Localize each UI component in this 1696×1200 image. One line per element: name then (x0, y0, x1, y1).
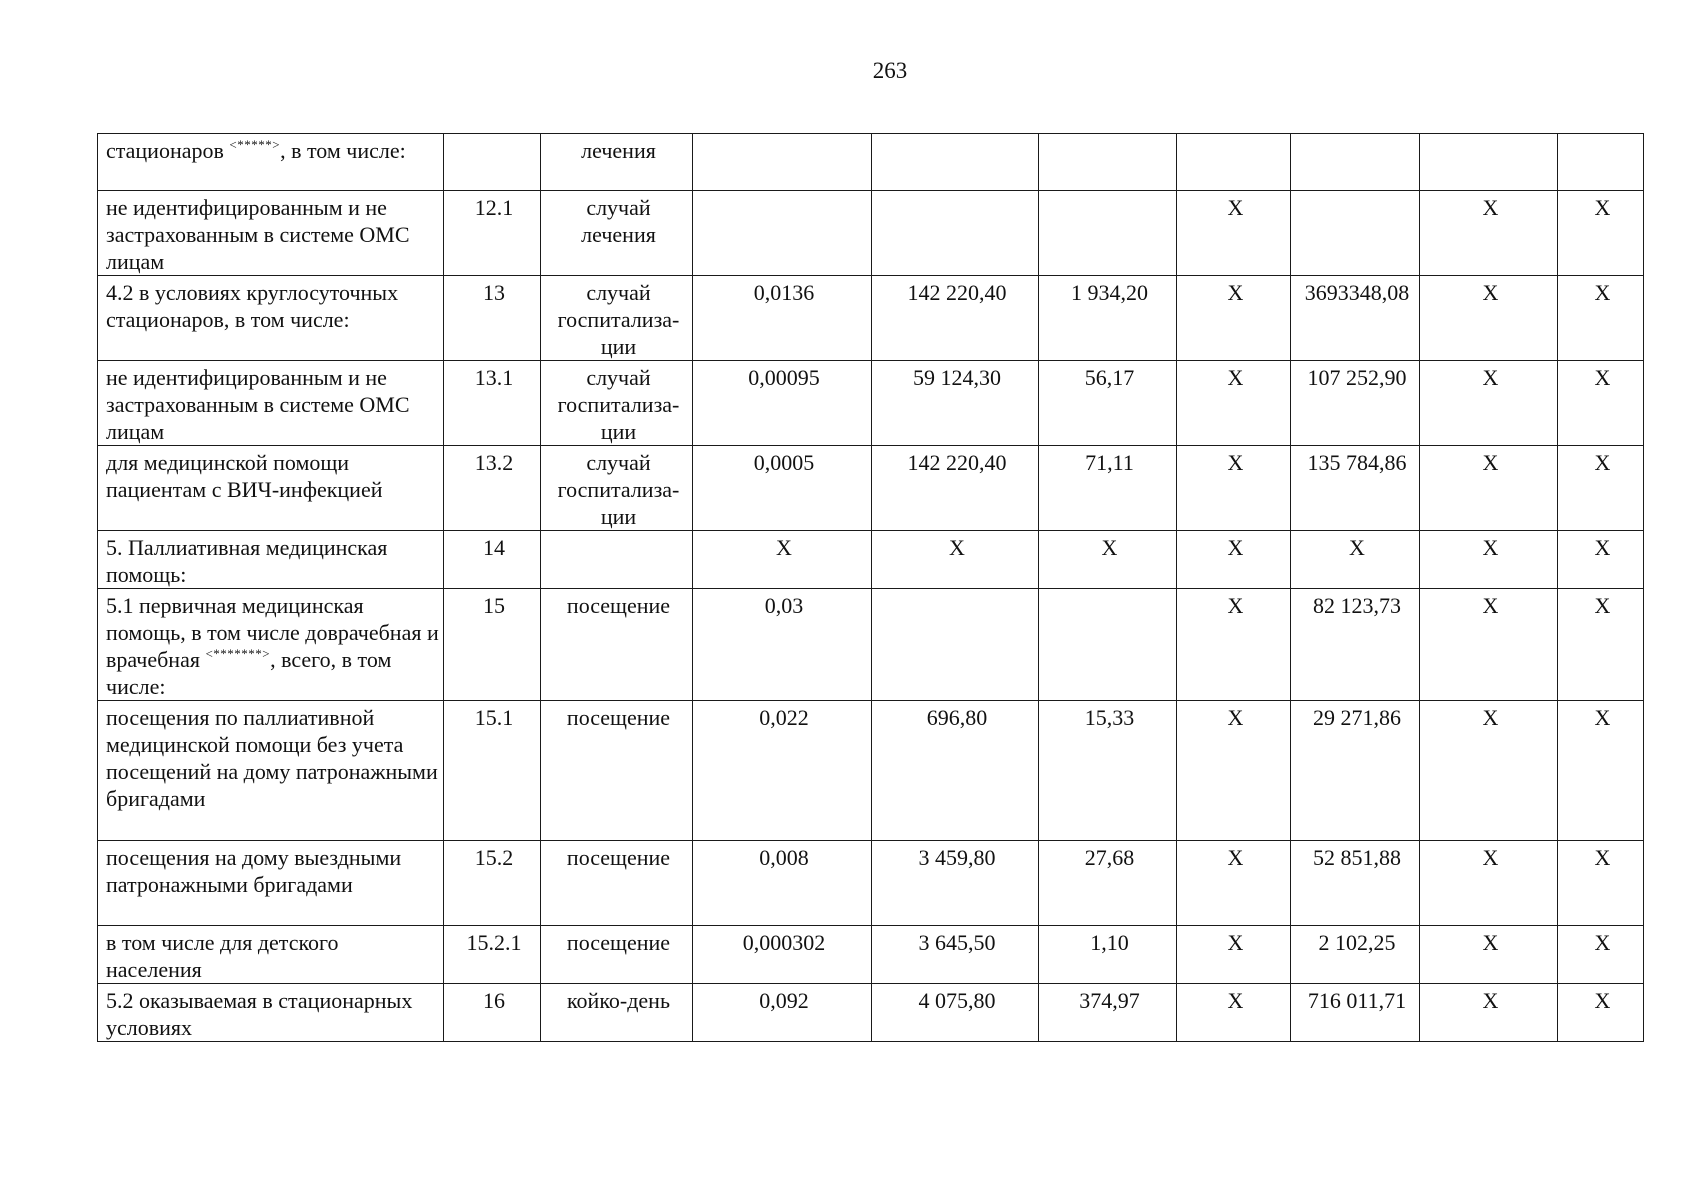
row-code-cell: 15 (444, 589, 541, 701)
row-code-cell (444, 134, 541, 191)
row-value-cell: 142 220,40 (872, 276, 1039, 361)
row-unit-cell: койко-день (541, 984, 693, 1042)
row-value-cell (693, 191, 872, 276)
row-code-cell: 15.2.1 (444, 926, 541, 984)
row-code-cell: 15.2 (444, 841, 541, 926)
row-value-cell: X (1177, 446, 1291, 531)
row-code-cell: 12.1 (444, 191, 541, 276)
footnote-mark: <*******> (205, 646, 271, 661)
row-unit-cell: посещение (541, 701, 693, 841)
row-value-cell: 1 934,20 (1039, 276, 1177, 361)
row-value-cell: 15,33 (1039, 701, 1177, 841)
row-value-cell: 29 271,86 (1291, 701, 1420, 841)
row-name-text: стационаров (106, 138, 230, 163)
row-value-cell: 56,17 (1039, 361, 1177, 446)
row-value-cell: X (1558, 984, 1644, 1042)
row-code-cell: 15.1 (444, 701, 541, 841)
row-value-cell: 0,00095 (693, 361, 872, 446)
row-value-cell: X (693, 531, 872, 589)
row-value-cell (1291, 191, 1420, 276)
row-value-cell: 142 220,40 (872, 446, 1039, 531)
row-value-cell: 3693348,08 (1291, 276, 1420, 361)
row-name-cell: не идентифицированным и не застрахованным в системе ОМС лицам (98, 361, 444, 446)
row-value-cell (1039, 589, 1177, 701)
row-value-cell: X (1420, 841, 1558, 926)
row-value-cell (872, 191, 1039, 276)
table-row (98, 841, 1644, 926)
row-value-cell: X (1420, 531, 1558, 589)
row-value-cell: X (1558, 926, 1644, 984)
row-name-text: , всего, в том числе: (106, 647, 392, 699)
table-row (98, 589, 1644, 701)
row-unit-cell: посещение (541, 589, 693, 701)
table-row (98, 984, 1644, 1042)
row-value-cell: X (1420, 191, 1558, 276)
row-value-cell: X (1177, 841, 1291, 926)
row-value-cell: X (1291, 531, 1420, 589)
row-name-cell: в том числе для детского населения (98, 926, 444, 984)
row-value-cell: X (1558, 361, 1644, 446)
row-value-cell: 0,022 (693, 701, 872, 841)
row-value-cell: X (1420, 276, 1558, 361)
row-name-cell (98, 589, 444, 701)
row-value-cell: 0,0136 (693, 276, 872, 361)
row-unit-cell: случай госпитализа-ции (541, 361, 693, 446)
row-value-cell: X (1177, 589, 1291, 701)
row-value-cell: X (872, 531, 1039, 589)
row-value-cell: X (1420, 361, 1558, 446)
table-row (98, 701, 1644, 841)
row-value-cell: 27,68 (1039, 841, 1177, 926)
row-value-cell: X (1177, 531, 1291, 589)
row-value-cell: X (1177, 701, 1291, 841)
row-value-cell (872, 134, 1039, 191)
row-value-cell (693, 134, 872, 191)
row-value-cell: X (1558, 531, 1644, 589)
row-value-cell: X (1177, 191, 1291, 276)
row-value-cell: 4 075,80 (872, 984, 1039, 1042)
row-name-text: 5.1 первичная медицинская помощь, в том числе доврачебная и врачебная (106, 593, 439, 672)
row-unit-cell: посещение (541, 841, 693, 926)
row-value-cell: X (1558, 191, 1644, 276)
row-value-cell: 135 784,86 (1291, 446, 1420, 531)
row-code-cell: 13.2 (444, 446, 541, 531)
row-value-cell: 3 645,50 (872, 926, 1039, 984)
table-row (98, 446, 1644, 531)
row-unit-cell: случай госпитализа-ции (541, 276, 693, 361)
row-value-cell: X (1039, 531, 1177, 589)
row-value-cell: 71,11 (1039, 446, 1177, 531)
row-name-cell (98, 134, 444, 191)
page-number: 263 (872, 58, 908, 83)
row-value-cell: X (1558, 589, 1644, 701)
row-code-cell: 16 (444, 984, 541, 1042)
row-value-cell: X (1420, 926, 1558, 984)
row-code-cell: 13.1 (444, 361, 541, 446)
row-name-cell: для медицинской помощи пациентам с ВИЧ-инфекцией (98, 446, 444, 531)
row-value-cell: X (1420, 446, 1558, 531)
row-value-cell: X (1558, 701, 1644, 841)
table-row (98, 191, 1644, 276)
row-value-cell: 107 252,90 (1291, 361, 1420, 446)
row-value-cell: 0,008 (693, 841, 872, 926)
row-value-cell: 0,0005 (693, 446, 872, 531)
row-value-cell: X (1420, 589, 1558, 701)
row-value-cell: X (1177, 984, 1291, 1042)
row-value-cell: 0,03 (693, 589, 872, 701)
row-value-cell (1291, 134, 1420, 191)
table-row (98, 531, 1644, 589)
row-unit-cell: посещение (541, 926, 693, 984)
row-name-cell: 5. Паллиативная медицинская помощь: (98, 531, 444, 589)
footnote-mark: <*****> (229, 137, 281, 152)
row-value-cell (872, 589, 1039, 701)
row-value-cell: X (1177, 926, 1291, 984)
row-unit-cell (541, 531, 693, 589)
row-name-cell: посещения по паллиативной медицинской помощи без учета посещений на дому патронажными бригадами (98, 701, 444, 841)
row-code-cell: 14 (444, 531, 541, 589)
row-value-cell: 716 011,71 (1291, 984, 1420, 1042)
row-value-cell: X (1558, 841, 1644, 926)
row-value-cell: 59 124,30 (872, 361, 1039, 446)
table-row (98, 276, 1644, 361)
table-row (98, 926, 1644, 984)
row-name-cell: не идентифицированным и не застрахованным в системе ОМС лицам (98, 191, 444, 276)
row-value-cell: 52 851,88 (1291, 841, 1420, 926)
row-value-cell (1039, 134, 1177, 191)
tariff-table (97, 133, 1644, 1042)
row-value-cell: 82 123,73 (1291, 589, 1420, 701)
row-value-cell: X (1558, 276, 1644, 361)
row-value-cell: X (1177, 361, 1291, 446)
row-name-cell: 5.2 оказываемая в стационарных условиях (98, 984, 444, 1042)
row-value-cell: X (1420, 701, 1558, 841)
row-name-cell: посещения на дому выездными патронажными бригадами (98, 841, 444, 926)
row-unit-cell: лечения (541, 134, 693, 191)
row-value-cell (1558, 134, 1644, 191)
row-unit-cell: случай лечения (541, 191, 693, 276)
row-value-cell: 0,092 (693, 984, 872, 1042)
table-row (98, 361, 1644, 446)
row-value-cell: 1,10 (1039, 926, 1177, 984)
row-value-cell: 0,000302 (693, 926, 872, 984)
row-value-cell: X (1420, 984, 1558, 1042)
row-value-cell (1177, 134, 1291, 191)
row-value-cell (1420, 134, 1558, 191)
row-value-cell: 374,97 (1039, 984, 1177, 1042)
row-name-text: , в том числе: (280, 138, 406, 163)
row-value-cell: 2 102,25 (1291, 926, 1420, 984)
row-value-cell: 696,80 (872, 701, 1039, 841)
row-code-cell: 13 (444, 276, 541, 361)
row-value-cell: X (1177, 276, 1291, 361)
row-value-cell (1039, 191, 1177, 276)
row-unit-cell: случай госпитализа-ции (541, 446, 693, 531)
row-name-cell: 4.2 в условиях круглосуточных стационаров, в том числе: (98, 276, 444, 361)
row-value-cell: 3 459,80 (872, 841, 1039, 926)
row-value-cell: X (1558, 446, 1644, 531)
table-row (98, 134, 1644, 191)
